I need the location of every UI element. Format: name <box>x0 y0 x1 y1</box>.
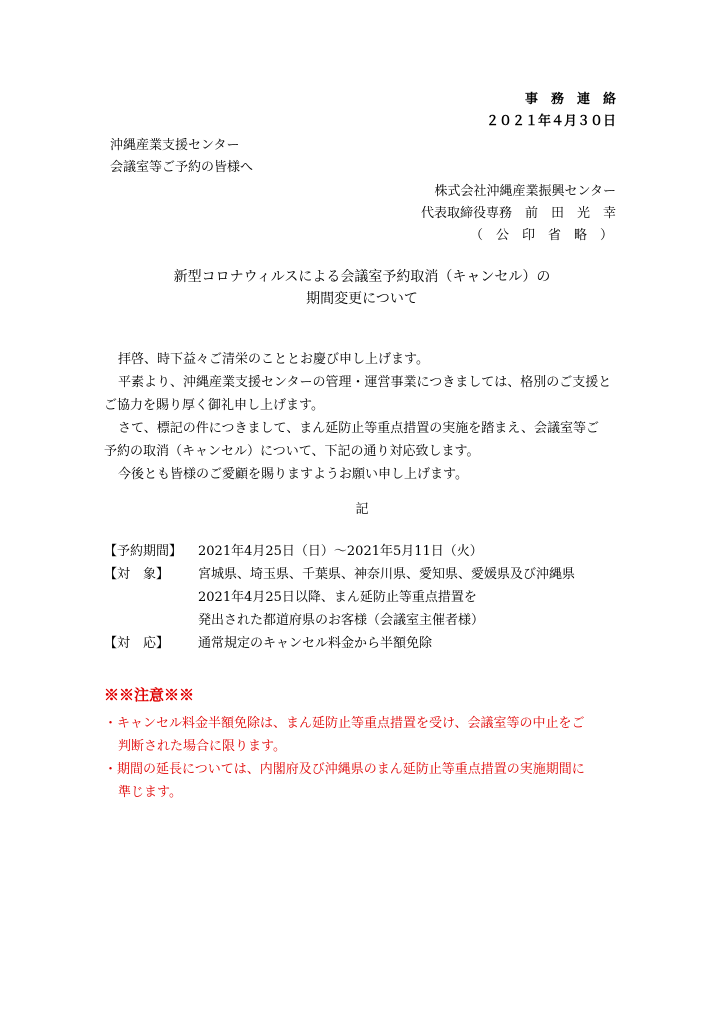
target-line-1: 宮城県、埼玉県、千葉県、神奈川県、愛知県、愛媛県及び沖縄県 <box>198 567 576 582</box>
recipient-line-2: 会議室等ご予約の皆様へ <box>110 160 254 175</box>
body-closing: 今後とも皆様のご愛顧を賜りますようお願い申し上げます。 <box>118 467 468 482</box>
notice-1-line-1: ・キャンセル料金半額免除は、まん延防止等重点措置を受け、会議室等の中止をご <box>104 716 585 731</box>
notice-heading: ※※注意※※ <box>104 686 195 704</box>
body-paragraph-1-line-1: 平素より、沖縄産業支援センターの管理・運営事業につきましては、格別のご支援と <box>118 375 612 390</box>
sender-company: 株式会社沖縄産業振興センター <box>434 184 616 199</box>
response-label: 【対 応】 <box>104 636 170 651</box>
notice-2-line-2: 準じます。 <box>118 785 182 800</box>
body-paragraph-2-line-2: 予約の取消（キャンセル）について、下記の通り対応致します。 <box>104 444 480 459</box>
target-line-3: 発出された都道府県のお客様（会議室主催者様） <box>198 613 485 628</box>
target-label: 【対 象】 <box>104 567 170 582</box>
notice-2-line-1: ・期間の延長については、内閣府及び沖縄県のまん延防止等重点措置の実施期間に <box>104 762 585 777</box>
seal-omitted-note: （ 公 印 省 略 ） <box>470 228 614 243</box>
body-paragraph-2-line-1: さて、標記の件につきまして、まん延防止等重点措置の実施を踏まえ、会議室等ご <box>118 421 600 436</box>
sender-name: 代表取締役専務 前 田 光 幸 <box>420 206 616 221</box>
document-title-line-1: 新型コロナウィルスによる会議室予約取消（キャンセル）の <box>173 269 551 285</box>
response-value: 通常規定のキャンセル料金から半額免除 <box>198 636 433 651</box>
body-greeting: 拝啓、時下益々ご清栄のこととお慶び申し上げます。 <box>118 352 429 367</box>
target-line-2: 2021年4月25日以降、まん延防止等重点措置を <box>198 590 477 605</box>
period-value: 2021年4月25日（日）～2021年5月11日（火） <box>198 544 483 559</box>
period-label: 【予約期間】 <box>104 544 183 559</box>
ki-heading: 記 <box>355 502 369 517</box>
body-paragraph-1-line-2: ご協力を賜り厚く御礼申し上げます。 <box>104 398 324 413</box>
document-type: 事 務 連 絡 <box>524 92 616 107</box>
document-title-line-2: 期間変更について <box>306 291 418 307</box>
notice-1-line-2: 判断された場合に限ります。 <box>118 739 286 754</box>
document-date: ２０２１年４月３０日 <box>485 114 616 129</box>
recipient-line-1: 沖縄産業支援センター <box>110 138 240 153</box>
